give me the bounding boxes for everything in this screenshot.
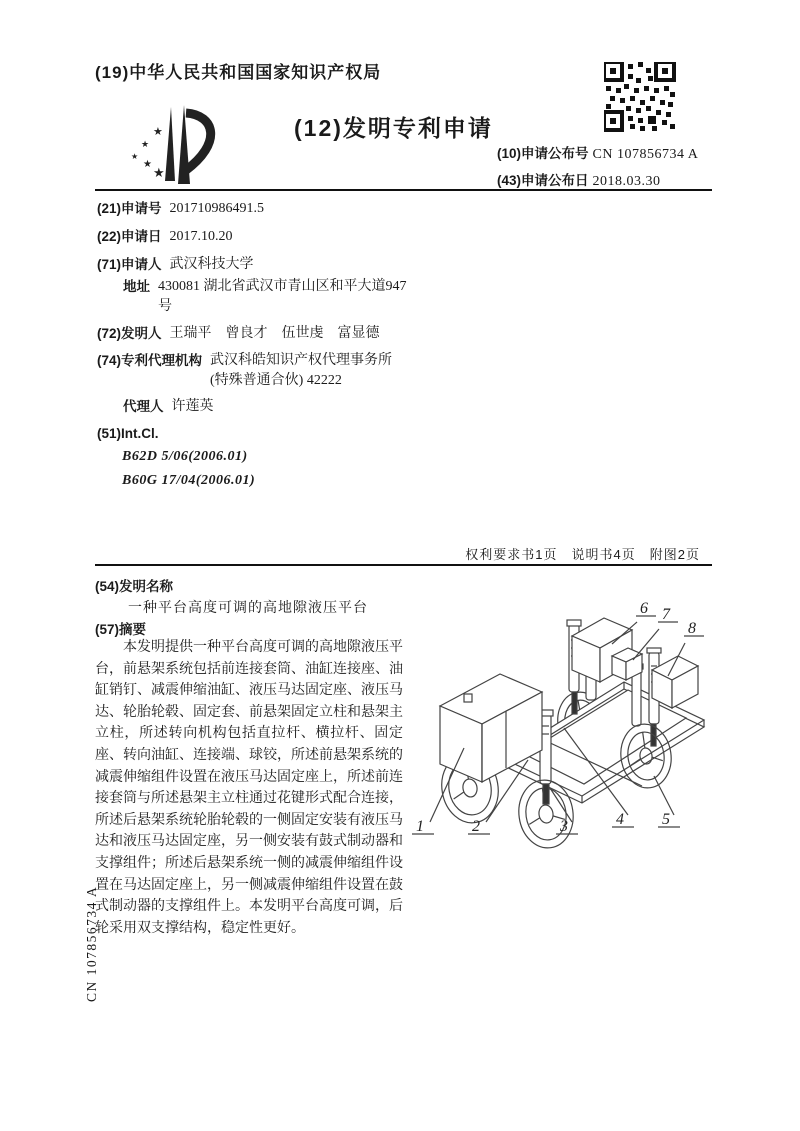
svg-text:★: ★ xyxy=(153,126,163,138)
svg-text:★: ★ xyxy=(153,165,165,180)
applicant-value: 武汉科技大学 xyxy=(169,257,254,272)
inventors-label: (72)发明人 xyxy=(97,326,162,341)
application-number-row xyxy=(97,199,264,219)
inventors-row xyxy=(97,324,380,344)
abstract-text: 本发明提供一种平台高度可调的高地隙液压平台，前悬架系统包括前连接套筒、油缸连接座、油缸销钉、减震伸缩油缸、液压马达固定座、液压马达、轮胎轮毂、固定套、前悬架固定立柱和悬架主立柱，所述转向机构包括直拉杆、横拉杆、固定座、转向油缸、连接端、球铰，所述前悬架系统的减震伸缩组件设置在液压马达固定座上，所述前连接套筒与所述悬架主立柱通过花键形式配合连接，所述后悬架系统轮胎轮毂的一侧固定安装有液压马达和液压马达固定座，另一侧安装有鼓式制动器和支撑组件；所述后悬架系统一侧的减震伸缩组件设置在马达固定座上，另一侧减震伸缩组件设置在鼓式制动器的支撑组件上。本发明平台高度可调，后轮采用双支撑结构，稳定性更好。 xyxy=(95,640,403,936)
patent-figure xyxy=(406,596,710,861)
side-publication-code: CN 107856734 A xyxy=(84,885,99,1002)
svg-text:★: ★ xyxy=(131,152,139,161)
patent-office-name: (19)中华人民共和国国家知识产权局 xyxy=(95,63,382,82)
address-row xyxy=(123,277,410,317)
abstract-label: (57)摘要 xyxy=(95,622,147,637)
pub-number-label: (10)申请公布号 xyxy=(497,146,589,161)
applicant-row xyxy=(97,255,254,275)
agent-value: 许莲英 xyxy=(171,399,214,414)
cnipa-logo-icon xyxy=(123,103,235,194)
intcl-code-1: B62D 5/06(2006.01) xyxy=(122,449,248,464)
figure-drawing xyxy=(406,596,710,856)
address-label: 地址 xyxy=(123,279,150,294)
address-value: 430081 湖北省武汉市青山区和平大道947号 xyxy=(158,279,407,314)
biblio-divider xyxy=(95,564,712,566)
applicant-label: (71)申请人 xyxy=(97,257,162,272)
invention-title-label: (54)发明名称 xyxy=(95,579,174,594)
pages-summary: 权利要求书1页 说明书4页 附图2页 xyxy=(465,547,700,562)
document-type-title: (12)发明专利申请 xyxy=(294,115,493,141)
invention-title: 一种平台高度可调的高地隙液压平台 xyxy=(128,599,368,615)
pub-number-value: CN 107856734 A xyxy=(592,147,699,162)
figure-callout-1: 1 xyxy=(416,818,424,835)
application-date-row xyxy=(97,227,233,247)
agency-value: 武汉科皓知识产权代理事务所(特殊普通合伙) 42222 xyxy=(210,353,393,388)
figure-callout-4: 4 xyxy=(616,811,624,828)
header-divider xyxy=(95,189,712,191)
application-number-label: (21)申请号 xyxy=(97,201,162,216)
application-date-value: 2017.10.20 xyxy=(169,229,233,244)
pub-date-value: 2018.03.30 xyxy=(592,174,661,189)
figure-callout-5: 5 xyxy=(662,811,670,828)
pub-date-label: (43)申请公布日 xyxy=(497,173,589,188)
figure-callout-8: 8 xyxy=(688,620,696,637)
qr-code-icon xyxy=(604,62,678,137)
application-date-label: (22)申请日 xyxy=(97,229,162,244)
svg-text:★: ★ xyxy=(143,159,152,170)
figure-callout-3: 3 xyxy=(560,818,568,835)
figure-callout-2: 2 xyxy=(472,818,480,835)
figure-callout-7: 7 xyxy=(662,606,670,623)
intcl-label: (51)Int.Cl. xyxy=(97,426,159,441)
intcl-code-2: B60G 17/04(2006.01) xyxy=(122,473,256,488)
agent-label: 代理人 xyxy=(123,399,164,414)
inventors-value: 王瑞平 曾良才 伍世虔 富显德 xyxy=(169,326,380,341)
agent-row xyxy=(123,397,214,417)
agency-label: (74)专利代理机构 xyxy=(97,353,203,368)
agency-row xyxy=(97,351,398,391)
intcl-row xyxy=(97,424,159,444)
application-number-value: 201710986491.5 xyxy=(169,201,265,216)
figure-callout-6: 6 xyxy=(640,600,648,617)
svg-text:★: ★ xyxy=(141,139,150,149)
publication-block xyxy=(497,142,712,196)
